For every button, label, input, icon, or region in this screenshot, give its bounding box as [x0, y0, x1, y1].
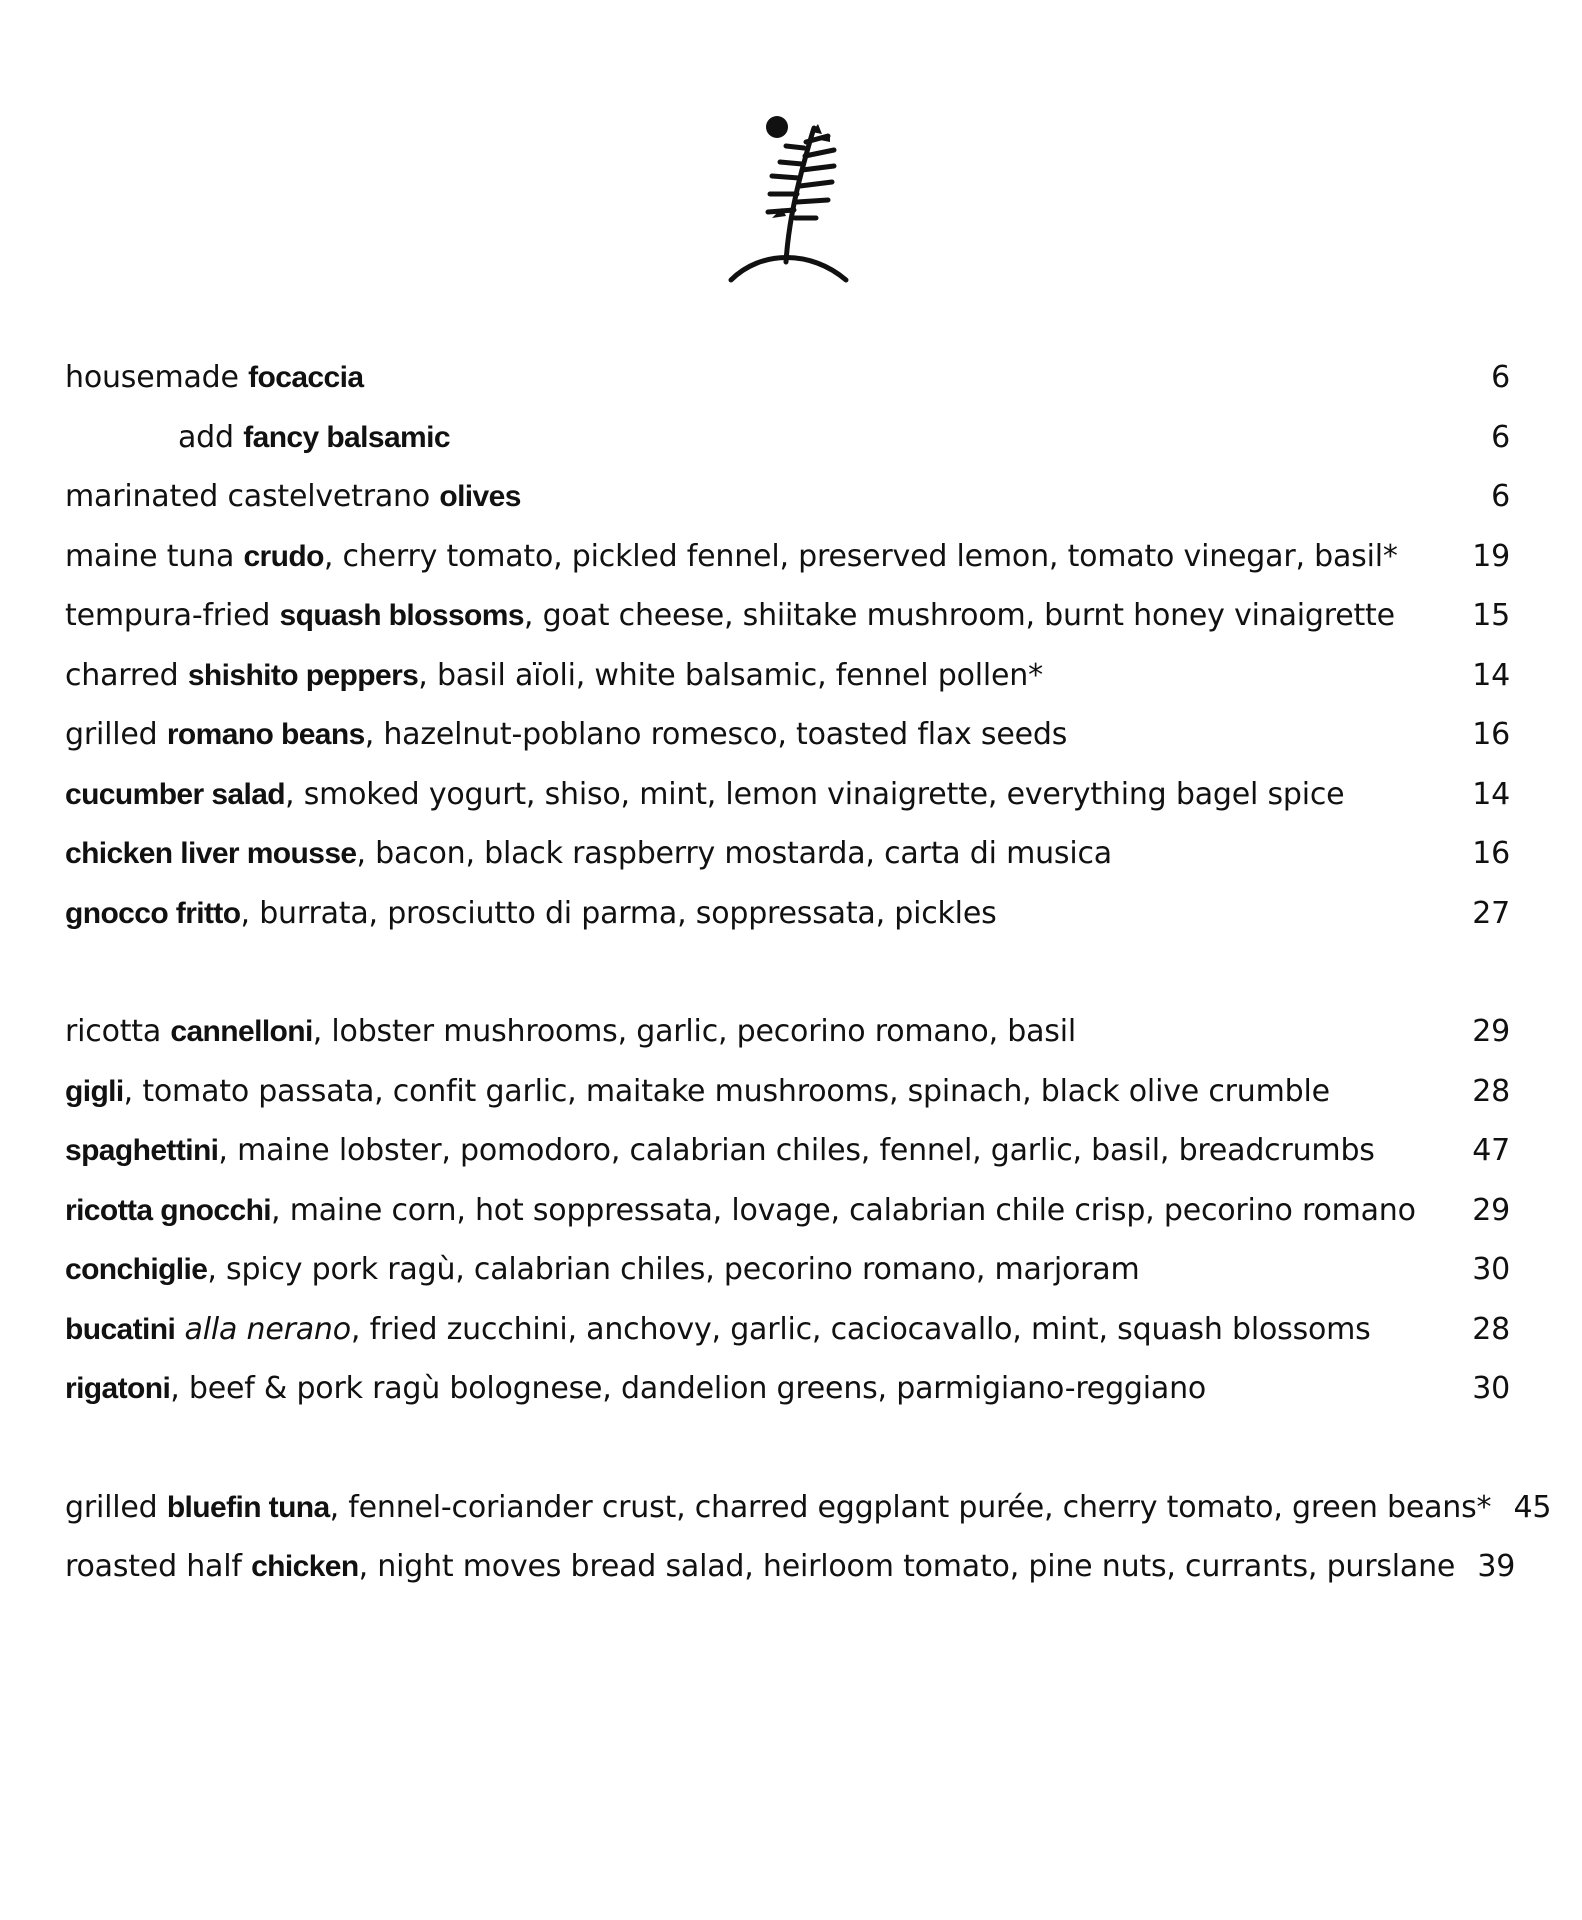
pine-tree-logo	[716, 110, 866, 290]
menu-item-price: 30	[1472, 1252, 1510, 1287]
menu-item-description	[178, 420, 1450, 455]
menu-item-price: 14	[1472, 776, 1510, 812]
menu-section	[65, 1014, 1510, 1431]
item-ingredients: , tomato passata, confit garlic, maitake mushrooms, spinach, black olive crumble	[123, 1073, 1330, 1109]
item-prefix: marinated castelvetrano	[65, 479, 440, 514]
item-ingredients: , burrata, prosciutto di parma, soppressata, pickles	[240, 895, 997, 931]
item-name: rigatoni	[65, 1372, 171, 1405]
menu-item-description	[65, 360, 1450, 395]
menu-item	[65, 360, 1510, 420]
menu-item	[65, 717, 1510, 777]
item-name: conchiglie	[65, 1253, 208, 1286]
menu-item	[65, 1133, 1510, 1193]
menu-item-price: 19	[1472, 538, 1510, 574]
menu-item-price: 15	[1472, 598, 1510, 633]
menu-item	[65, 1549, 1516, 1609]
item-name: bucatini	[65, 1312, 176, 1346]
item-style: alla nerano	[175, 1311, 351, 1347]
menu-item	[65, 1252, 1510, 1312]
item-name: gnocco fritto	[65, 896, 241, 930]
menu-item-price: 29	[1472, 1192, 1510, 1228]
item-prefix: charred	[65, 657, 188, 693]
menu-item	[65, 777, 1510, 837]
menu-item	[65, 1371, 1510, 1431]
menu-item-description	[65, 1312, 1450, 1347]
menu-item-price: 45	[1513, 1489, 1552, 1525]
menu-item-description	[65, 1014, 1450, 1049]
item-name: cannelloni	[170, 1015, 313, 1048]
item-name: focaccia	[248, 361, 364, 394]
menu-item	[65, 1312, 1510, 1372]
menu-item-description	[65, 1133, 1450, 1168]
item-name: olives	[439, 480, 521, 513]
menu-item	[65, 1074, 1510, 1134]
item-ingredients: , smoked yogurt, shiso, mint, lemon vinaigrette, everything bagel spice	[285, 776, 1345, 812]
item-ingredients: , cherry tomato, pickled fennel, preserved lemon, tomato vinegar, basil*	[323, 538, 1398, 574]
menu-section	[65, 360, 1510, 955]
menu-item-description	[65, 896, 1450, 931]
menu-item-description	[65, 1252, 1450, 1287]
item-ingredients: , spicy pork ragù, calabrian chiles, pecorino romano, marjoram	[207, 1252, 1140, 1287]
menu-item	[65, 598, 1510, 658]
menu-item-price: 6	[1491, 479, 1510, 514]
item-ingredients: , fried zucchini, anchovy, garlic, caciocavallo, mint, squash blossoms	[350, 1311, 1371, 1347]
menu-section	[65, 1489, 1552, 1609]
item-name: shishito peppers	[187, 658, 419, 692]
menu-item	[65, 539, 1510, 599]
item-ingredients: , night moves bread salad, heirloom tomato, pine nuts, currants, purslane	[358, 1549, 1456, 1584]
menu-item-price: 39	[1477, 1549, 1516, 1584]
menu-item	[65, 420, 1510, 480]
item-name: cucumber salad	[65, 777, 286, 811]
item-ingredients: , maine corn, hot soppressata, lovage, calabrian chile crisp, pecorino romano	[271, 1192, 1416, 1228]
item-ingredients: , maine lobster, pomodoro, calabrian chiles, fennel, garlic, basil, breadcrumbs	[218, 1133, 1375, 1168]
menu-item-price: 28	[1472, 1311, 1510, 1347]
menu-item	[65, 1193, 1510, 1253]
menu-item	[65, 836, 1510, 896]
item-name: spaghettini	[65, 1134, 219, 1167]
item-name: squash blossoms	[279, 599, 524, 632]
menu-item-price: 6	[1491, 419, 1510, 455]
menu-item-price: 27	[1472, 895, 1510, 931]
item-name: gigli	[65, 1074, 124, 1108]
menu-item-price: 14	[1472, 657, 1510, 693]
item-prefix: ricotta	[65, 1014, 171, 1049]
menu	[65, 360, 1552, 1609]
item-name: chicken	[251, 1550, 359, 1583]
menu-item	[65, 896, 1510, 956]
menu-item-description	[65, 598, 1450, 633]
menu-item	[65, 658, 1510, 718]
menu-item-price: 16	[1472, 836, 1510, 871]
menu-item-description	[65, 539, 1450, 574]
menu-item-description	[65, 1371, 1450, 1406]
item-name: romano beans	[166, 718, 365, 751]
item-prefix: roasted half	[65, 1549, 252, 1584]
menu-item-description	[65, 1549, 1455, 1584]
menu-item-description	[65, 836, 1450, 871]
menu-item-description	[65, 1490, 1491, 1525]
menu-item	[65, 1489, 1552, 1550]
menu-item-price: 29	[1472, 1014, 1510, 1049]
item-prefix: housemade	[65, 360, 249, 395]
item-name: crudo	[243, 539, 324, 573]
item-name: chicken liver mousse	[65, 837, 357, 870]
item-ingredients: , hazelnut-poblano romesco, toasted flax seeds	[364, 717, 1068, 752]
pine-tree-icon	[716, 110, 866, 290]
menu-item	[65, 1014, 1510, 1074]
menu-item-description	[65, 1074, 1450, 1109]
menu-item-price: 30	[1472, 1371, 1510, 1406]
item-ingredients: , bacon, black raspberry mostarda, carta di musica	[356, 836, 1112, 871]
item-prefix: add	[178, 419, 244, 455]
item-prefix: maine tuna	[65, 538, 244, 574]
menu-item-price: 28	[1472, 1073, 1510, 1109]
menu-item-price: 6	[1491, 360, 1510, 395]
item-name: bluefin tuna	[166, 1490, 330, 1524]
menu-item	[65, 479, 1510, 539]
item-ingredients: , fennel-coriander crust, charred eggplant purée, cherry tomato, green beans*	[329, 1489, 1492, 1525]
item-ingredients: , basil aïoli, white balsamic, fennel pollen*	[418, 657, 1043, 693]
item-ingredients: , beef & pork ragù bolognese, dandelion greens, parmigiano-reggiano	[170, 1371, 1207, 1406]
menu-item-price: 47	[1472, 1133, 1510, 1168]
item-prefix: grilled	[65, 1489, 167, 1525]
menu-item-description	[65, 658, 1450, 693]
menu-item-description	[65, 777, 1450, 812]
menu-item-description	[65, 1193, 1450, 1228]
item-prefix: grilled	[65, 717, 167, 752]
menu-item-description	[65, 479, 1450, 514]
menu-item-description	[65, 717, 1450, 752]
item-ingredients: , lobster mushrooms, garlic, pecorino romano, basil	[312, 1014, 1076, 1049]
item-name: fancy balsamic	[243, 420, 450, 454]
item-ingredients: , goat cheese, shiitake mushroom, burnt honey vinaigrette	[523, 598, 1395, 633]
item-prefix: tempura-fried	[65, 598, 280, 633]
item-name: ricotta gnocchi	[65, 1193, 272, 1227]
menu-item-price: 16	[1472, 717, 1510, 752]
